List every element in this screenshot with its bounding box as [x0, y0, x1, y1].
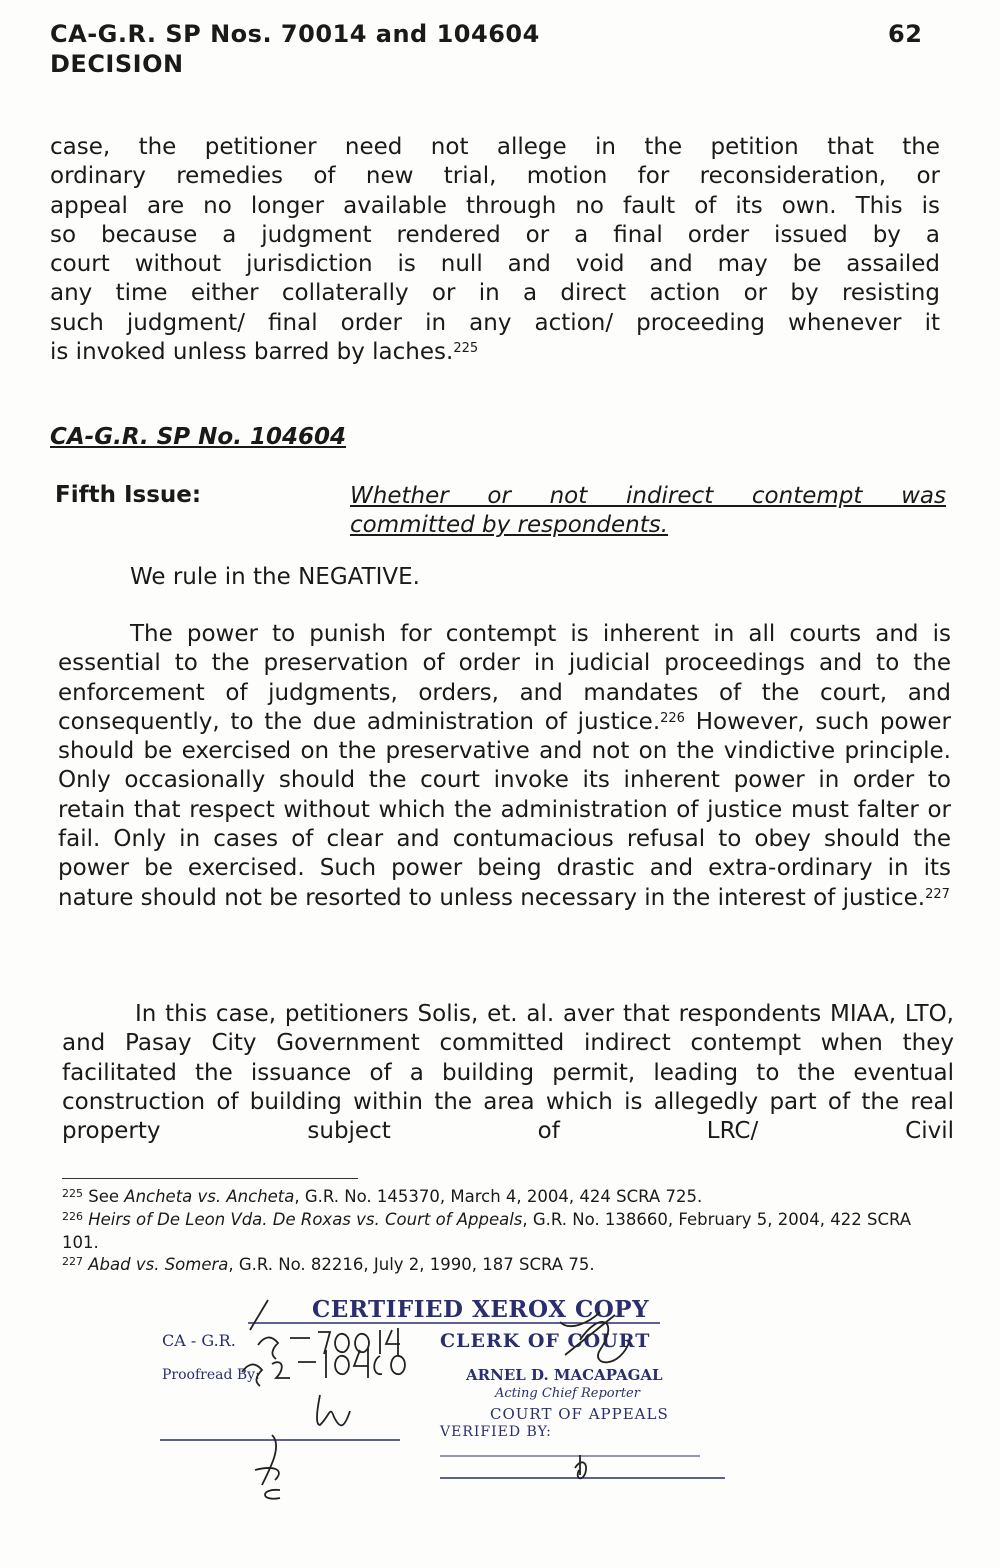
footnote-ref: 225 [453, 341, 479, 357]
paragraph-contempt-power [58, 620, 951, 913]
para-text: However, such power should be exercised on the preservative and not on the vindictive principle. Only occasionally should the court invoke its inherent power in order to retain that respect without which the administration of justice must falter or fail. Only in cases of clear and contumacious refusal to obey should the power be exercised. Such power being drastic and extra-ordinary in its nature should not be resorted to unless necessary in the interest of justice. [58, 708, 952, 911]
paragraph-continued [50, 133, 940, 367]
paragraph-case: In this case, petitioners Solis, et. al. aver that respondents MIAA, LTO, and Pasay City Government committed indirect contempt when they facilitated the issuance of a building permit, leading to the eventual construction of building within the area which is allegedly part of the real property subject of LRC/ Civil [62, 1001, 954, 1145]
page-number: 62 [888, 20, 923, 48]
stamp-name: ARNEL D. MACAPAGAL [466, 1366, 663, 1384]
para-line: so because a judgment rendered or a final order issued by a [50, 221, 940, 248]
footnote [62, 1186, 942, 1209]
para-line: case, the petitioner need not allege in the petition that the [50, 134, 940, 160]
para-text: The power to punish for contempt is inherent in all courts and is essential to the preservation of order in judicial proceedings and to the enforcement of judgments, orders, and mandates of the court, and consequently, to the due administration of justice. [58, 621, 951, 735]
footnote-citation: Heirs of De Leon Vda. De Roxas vs. Court of Appeals [88, 1210, 523, 1229]
para-line: court without jurisdiction is null and void and may be assailed [50, 251, 940, 278]
para-line: any time either collaterally or in a direct action or by resisting [50, 280, 940, 307]
ruling: We rule in the NEGATIVE. [130, 564, 420, 590]
stamp-ca-label: CA - G.R. [162, 1331, 236, 1350]
stamp-position: Acting Chief Reporter [495, 1386, 640, 1401]
footnote-text: , G.R. No. 138660, February 5, 2004, 422 SCRA 101. [62, 1210, 912, 1252]
para-line: ordinary remedies of new trial, motion for reconsideration, or [50, 163, 940, 190]
para-last-line [50, 338, 940, 367]
footnote-citation: Abad vs. Somera [88, 1255, 229, 1274]
footnote-ref: 226 [660, 710, 685, 726]
footnote-ref: 227 [925, 886, 950, 902]
stamp-proofread: Proofread By: [162, 1367, 260, 1383]
stamp-clerk: CLERK OF COURT [440, 1330, 651, 1352]
document-type: DECISION [50, 50, 184, 78]
stamp-court: COURT OF APPEALS [490, 1405, 669, 1423]
para-line: appeal are no longer available through no fault of its own. This is [50, 192, 940, 219]
section-heading: CA-G.R. SP No. 104604 [50, 424, 346, 450]
footnote-text: , G.R. No. 82216, July 2, 1990, 187 SCRA 75. [228, 1255, 595, 1274]
issue-label: Fifth Issue: [55, 482, 202, 508]
footnote-divider [62, 1178, 358, 1179]
footnote-number: 225 [62, 1187, 83, 1200]
footnote-text: See [88, 1187, 125, 1206]
issue-line-1: Whether or not indirect contempt was [350, 483, 946, 509]
footnote [62, 1209, 942, 1254]
stamp-title: CERTIFIED XEROX COPY [312, 1296, 650, 1323]
footnote-text: , G.R. No. 145370, March 4, 2004, 424 SCRA 725. [294, 1187, 703, 1206]
footnote-number: 226 [62, 1210, 83, 1223]
para-line: is invoked unless barred by laches. [50, 339, 454, 366]
footnote-number: 227 [62, 1255, 83, 1268]
footnote [62, 1254, 942, 1277]
issue-statement [350, 482, 946, 540]
para-line: such judgment/ final order in any action/ proceeding whenever it [50, 309, 940, 336]
issue-line-2: committed by respondents. [350, 512, 669, 538]
stamp-verified: VERIFIED BY: [440, 1424, 552, 1440]
case-number-header: CA-G.R. SP Nos. 70014 and 104604 [50, 20, 540, 48]
footnote-citation: Ancheta vs. Ancheta [124, 1187, 295, 1206]
